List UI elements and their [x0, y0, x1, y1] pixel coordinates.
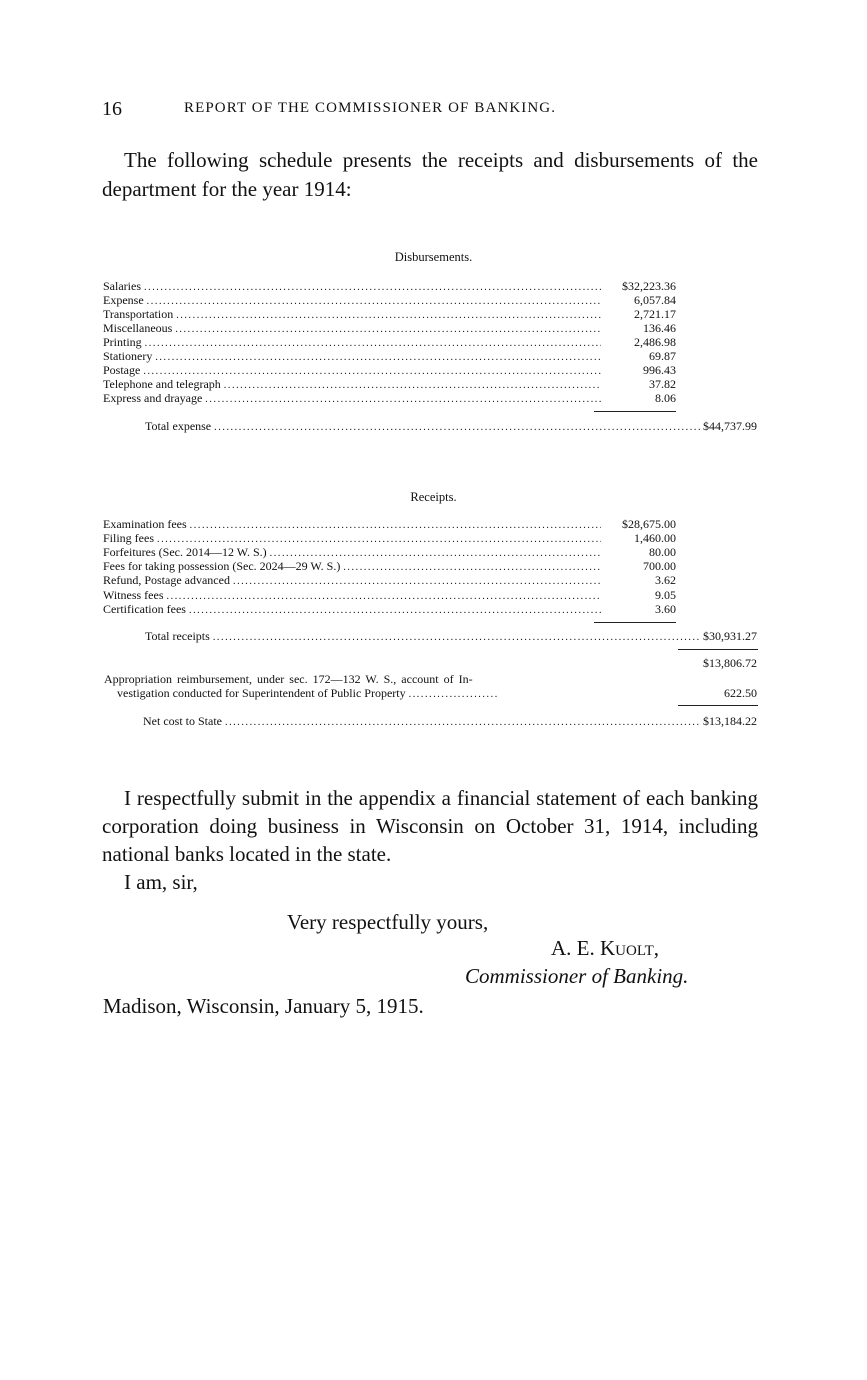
- receipt-row: Witness fees ..... 9.05: [103, 588, 676, 602]
- dot-leader: [409, 688, 499, 702]
- disbursement-row: Transportation ..... 2,721.17: [103, 307, 676, 321]
- total-receipts-label: Total receipts: [145, 629, 210, 643]
- dot-leader: [233, 575, 601, 589]
- net-cost-rule: [678, 705, 758, 706]
- disbursement-row: Salaries ..... $32,223.36: [103, 279, 676, 293]
- disbursement-row: Postage ..... 996.43: [103, 363, 676, 377]
- appropriation-line-1: Appropriation reimbursement, under sec. 172—132 W. S., account of In-: [104, 672, 473, 686]
- appropriation-line-2: vestigation conducted for Superintendent of Public Property: [117, 686, 406, 700]
- disbursement-row: Express and drayage ..... 8.06: [103, 391, 676, 405]
- total-expense-label: Total expense: [145, 419, 212, 433]
- total-receipts-amount: $30,931.27: [703, 629, 757, 643]
- running-head: REPORT OF THE COMMISSIONER OF BANKING.: [184, 100, 557, 116]
- disbursements-title: Disbursements.: [394, 250, 473, 264]
- appropriation-row: [117, 686, 757, 700]
- intro-paragraph: [102, 146, 758, 204]
- disbursement-row: Expense ..... 6,057.84: [103, 293, 676, 307]
- net-cost-label: Net cost to State: [143, 714, 222, 728]
- closing-text: I respectfully submit in the appendix a financial statement of each banking corporation doing business in Wisconsin on October 31, 1914, including national banks located in the state.: [102, 786, 758, 866]
- receipt-row: Fees for taking possession (Sec. 2024—29 W. S.) ..... 700.00: [103, 559, 676, 573]
- total-expense-row: [145, 419, 757, 433]
- receipt-row: Certification fees ..... 3.60: [103, 602, 676, 616]
- signature-name: A. E. Kuolt,: [551, 936, 660, 960]
- net-cost-amount: $13,184.22: [703, 714, 757, 728]
- page-header: [102, 98, 682, 124]
- disbursement-row: Telephone and telegraph ..... 37.82: [103, 377, 676, 391]
- balance-amount: $13,806.72: [703, 656, 757, 670]
- dot-leader: [225, 716, 700, 730]
- page-number: 16: [102, 98, 122, 120]
- signature-title: Commissioner of Banking.: [465, 964, 689, 988]
- receipts-subtotal-rule: [594, 622, 676, 623]
- net-cost-row: [143, 714, 757, 728]
- place-and-date: Madison, Wisconsin, January 5, 1915.: [103, 994, 424, 1018]
- total-receipts-row: [145, 629, 757, 643]
- balance-rule: [678, 649, 758, 650]
- dot-leader: [214, 421, 700, 435]
- disbursements-title-wrap: [0, 250, 867, 265]
- total-expense-amount: $44,737.99: [703, 419, 757, 433]
- receipts-title-wrap: [0, 490, 867, 505]
- dot-leader: [189, 604, 601, 618]
- intro-text: The following schedule presents the receipts and disbursements of the department for the year 1914:: [102, 148, 758, 201]
- dot-leader: [205, 393, 601, 407]
- receipt-row: Examination fees ..... $28,675.00: [103, 517, 676, 531]
- valediction: Very respectfully yours,: [287, 910, 489, 934]
- receipts-title: Receipts.: [410, 490, 457, 504]
- receipt-row: Forfeitures (Sec. 2014—12 W. S.) ..... 80.00: [103, 545, 676, 559]
- receipt-row: Refund, Postage advanced ..... 3.62: [103, 573, 676, 587]
- appropriation-amount: 622.50: [724, 686, 757, 700]
- disbursement-row: Miscellaneous ..... 136.46: [103, 321, 676, 335]
- closing-paragraph: [102, 784, 758, 868]
- dot-leader: [213, 631, 700, 645]
- receipt-row: Filing fees ..... 1,460.00: [103, 531, 676, 545]
- disbursement-row: Stationery ..... 69.87: [103, 349, 676, 363]
- disbursements-subtotal-rule: [594, 411, 676, 412]
- disbursement-row: Printing ..... 2,486.98: [103, 335, 676, 349]
- salutation: I am, sir,: [124, 870, 198, 894]
